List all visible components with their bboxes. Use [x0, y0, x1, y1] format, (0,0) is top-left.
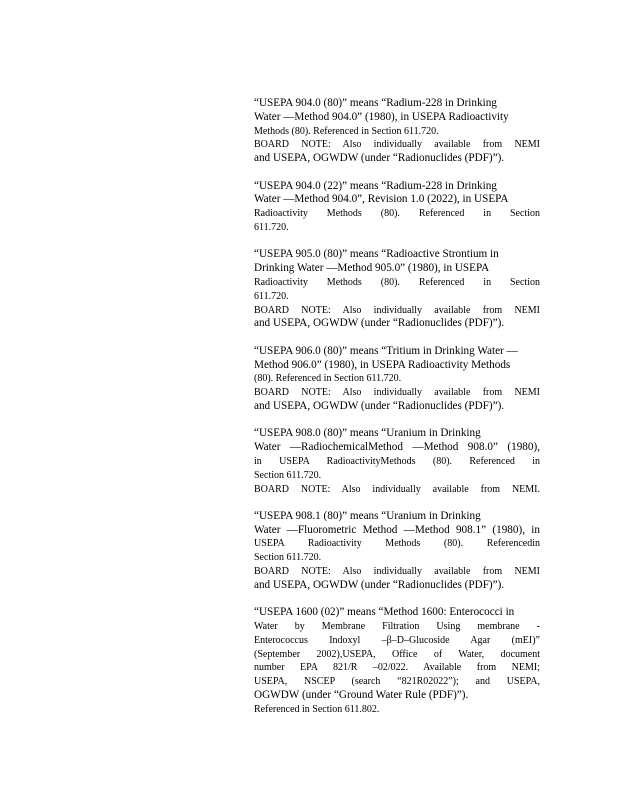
text-line: Water —Method 904.0” (1980), in USEPA Radioactivity [254, 110, 509, 123]
definition-entry [254, 606, 540, 716]
definition-entry [254, 180, 540, 235]
text-line: USEPA, NSCEP (search “821R02022”); and USEPA, [254, 676, 540, 688]
text-line: and USEPA, OGWDW (under “Radionuclides (PDF)”). [254, 578, 505, 591]
text-line: in USEPA RadioactivityMethods (80). Referenced in [254, 455, 540, 467]
text-line: Drinking Water —Method 905.0” (1980), in USEPA [254, 262, 490, 275]
text-line: “USEPA 908.0 (80)” means “Uranium in Drinking [254, 427, 481, 440]
definition-entry [254, 427, 540, 496]
text-line: Water by Membrane Filtration Using membrane - [254, 621, 540, 633]
definition-entry [254, 345, 540, 414]
text-line: “USEPA 906.0 (80)” means “Tritium in Drinking Water — [254, 344, 518, 357]
definitions-column [254, 97, 540, 730]
text-line: Water —RadiochemicalMethod —Method 908.0” (1980), [254, 441, 540, 454]
definition-entry [254, 97, 540, 166]
text-line: Section 611.720. [254, 552, 322, 564]
text-line: “USEPA 1600 (02)” means “Method 1600: Enterococci in [254, 606, 515, 619]
text-line: Enterococcus Indoxyl –β–D–Glucoside Agar (mEI)” [254, 634, 540, 646]
text-line: “USEPA 904.0 (22)” means “Radium-228 in Drinking [254, 179, 497, 192]
text-line: “USEPA 905.0 (80)” means “Radioactive Strontium in [254, 248, 499, 261]
text-line: number EPA 821/R –02/022. Available from NEMI; [254, 662, 540, 674]
text-line: “USEPA 908.1 (80)” means “Uranium in Drinking [254, 509, 481, 522]
text-line: Section 611.720. [254, 469, 322, 481]
text-line: Radioactivity Methods (80). Referenced in Section [254, 276, 540, 288]
definition-entry [254, 248, 540, 331]
text-line: Water —Fluorometric Method —Method 908.1” (1980), in [254, 523, 540, 536]
text-line: USEPA Radioactivity Methods (80). Referencedin [254, 538, 540, 550]
text-line: BOARD NOTE: Also individually available from NEMI [254, 387, 540, 399]
text-line: Radioactivity Methods (80). Referenced in Section [254, 208, 540, 220]
text-line: Referenced in Section 611.802. [254, 703, 380, 715]
text-line: “USEPA 904.0 (80)” means “Radium-228 in Drinking [254, 97, 497, 109]
text-line: (September 2002),USEPA, Office of Water, document [254, 648, 540, 660]
text-line: BOARD NOTE: Also individually available from NEMI [254, 566, 540, 578]
text-line: BOARD NOTE: Also individually available from NEMI [254, 139, 540, 151]
text-line: and USEPA, OGWDW (under “Radionuclides (PDF)”). [254, 152, 505, 165]
text-line: 611.720. [254, 221, 289, 233]
text-line: OGWDW (under “Ground Water Rule (PDF)”). [254, 689, 469, 702]
text-line: Methods (80). Referenced in Section 611.720. [254, 125, 439, 137]
text-line: Water —Method 904.0”, Revision 1.0 (2022), in USEPA [254, 193, 509, 206]
text-line: Method 906.0” (1980), in USEPA Radioactivity Methods [254, 358, 511, 371]
text-line: and USEPA, OGWDW (under “Radionuclides (PDF)”). [254, 317, 505, 330]
text-line: 611.720. [254, 290, 289, 302]
text-line: BOARD NOTE: Also individually available from NEMI [254, 304, 540, 316]
text-line: BOARD NOTE: Also individually available from NEMI. [254, 483, 540, 495]
text-line: (80). Referenced in Section 611.720. [254, 373, 402, 385]
definition-entry [254, 510, 540, 593]
text-line: and USEPA, OGWDW (under “Radionuclides (PDF)”). [254, 399, 505, 412]
